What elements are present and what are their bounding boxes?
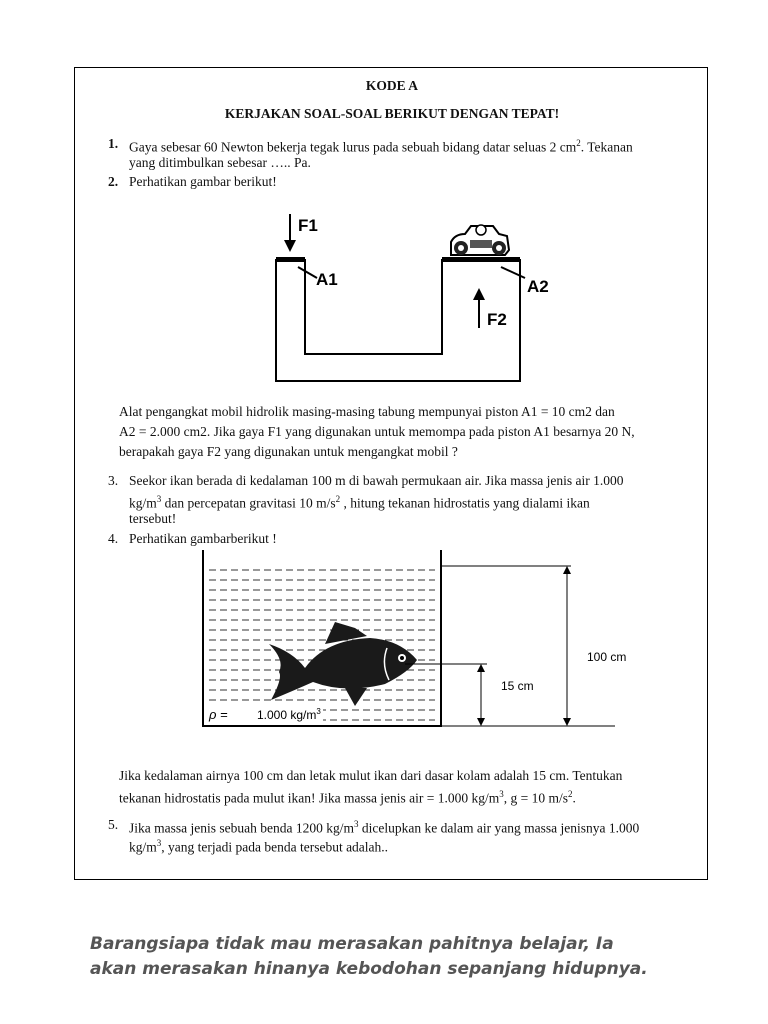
depth-total-label: 100 cm [587, 650, 627, 664]
depth-mouth-arrowhead-bottom [477, 718, 485, 726]
f1-arrow-head [284, 240, 296, 252]
quote-line-2: akan merasakan hinanya kebodohan sepanjang hidupnya. [90, 959, 648, 979]
q2-text-line1: Alat pengangkat mobil hidrolik masing-masing tabung mempunyai piston A1 = 10 cm2 dan [119, 404, 615, 419]
q3-line2: $kg/m^3$ dan percepatan gravitasi 10 $m/s^2$ , hitung tekanan hidrostatis yang dialami ikan [129, 494, 590, 511]
depth-mouth-label: 15 cm [501, 679, 534, 693]
car-icon [451, 225, 509, 255]
q1-line1: Gaya sebesar 60 Newton bekerja tegak lurus pada sebuah bidang datar seluas 2 $cm^2$. Tekanan [129, 138, 633, 155]
q4-text-line1: Jika kedalaman airnya 100 cm dan letak mulut ikan dari dasar kolam adalah 15 cm. Tentukan [119, 768, 623, 783]
large-piston [442, 257, 520, 262]
worksheet [74, 67, 708, 880]
quote-line-1: Barangsiapa tidak mau merasakan pahitnya belajar, Ia [90, 934, 614, 954]
f2-label: F2 [487, 310, 507, 329]
a2-label: A2 [527, 277, 549, 296]
depth-mouth-arrowhead-top [477, 664, 485, 672]
a2-pointer [501, 267, 525, 278]
q1-number: 1. [108, 136, 119, 151]
f2-arrow-head [473, 288, 485, 300]
q5-number: 5. [108, 817, 119, 832]
q5-line1: Jika massa jenis sebuah benda 1200 $kg/m^3$ dicelupkan ke dalam air yang massa jenisnya 1.000 [129, 819, 640, 836]
q2-number: 2. [108, 174, 119, 189]
hydraulic-lift-diagram [265, 206, 565, 386]
water-lines [209, 570, 435, 720]
f1-label: F1 [298, 216, 318, 235]
q2-text-line3: berapakah gaya F2 yang digunakan untuk mengangkat mobil ? [119, 444, 458, 459]
q5-line2: $kg/m^3$, yang terjadi pada benda tersebut adalah.. [129, 838, 389, 855]
a1-label: A1 [316, 270, 338, 289]
q3-line3: tersebut! [129, 511, 177, 526]
a1-pointer [298, 267, 317, 278]
small-piston [276, 257, 305, 262]
q4-prompt: Perhatikan gambarberikut ! [129, 531, 277, 546]
q4-text-line2: tekanan hidrostatis pada mulut ikan! Jika massa jenis air = 1.000 $kg/m^3$, g = 10 $m/s^2$. [119, 789, 576, 806]
exam-code: KODE A [365, 78, 419, 93]
density-label: 1.000 $kg/m^3$ [257, 707, 321, 722]
hydraulic-container [276, 259, 520, 381]
q2-text-line2: A2 = 2.000 cm2. Jika gaya F1 yang digunakan untuk memompa pada piston A1 besarnya 20 N, [119, 424, 635, 439]
q3-number: 3. [108, 473, 119, 488]
q4-number: 4. [108, 531, 119, 546]
rho-symbol: ρ = [209, 707, 228, 722]
depth-total-arrowhead-bottom [563, 718, 571, 726]
q2-prompt: Perhatikan gambar berikut! [129, 174, 277, 189]
q1-line2: yang ditimbulkan sebesar ….. Pa. [129, 155, 311, 170]
fish-tank-diagram [195, 548, 635, 734]
depth-total-arrowhead-top [563, 566, 571, 574]
motivational-quote [90, 932, 730, 982]
q3-line1: Seekor ikan berada di kedalaman 100 m di bawah permukaan air. Jika massa jenis air 1.000 [129, 473, 624, 488]
fish-icon [269, 622, 417, 706]
instruction-title: KERJAKAN SOAL-SOAL BERIKUT DENGAN TEPAT! [224, 106, 560, 121]
